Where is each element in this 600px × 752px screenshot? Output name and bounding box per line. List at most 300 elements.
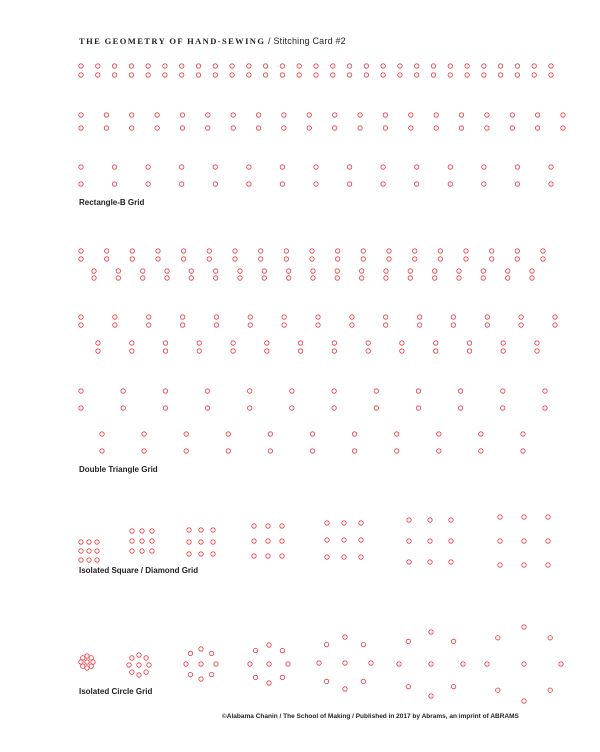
stitch-hole bbox=[130, 249, 134, 253]
isolated-circle-grid-label: Isolated Circle Grid bbox=[79, 687, 153, 696]
stitch-hole bbox=[501, 349, 505, 353]
stitch-hole bbox=[360, 269, 364, 273]
stitch-hole bbox=[247, 165, 251, 169]
stitch-hole bbox=[184, 449, 188, 453]
stitch-hole bbox=[485, 662, 489, 666]
stitch-hole bbox=[515, 64, 519, 68]
stitch-hole bbox=[79, 249, 83, 253]
stitch-hole bbox=[515, 73, 519, 77]
stitch-hole bbox=[325, 538, 329, 542]
stitch-hole bbox=[282, 323, 286, 327]
stitch-hole bbox=[284, 257, 288, 261]
stitch-hole bbox=[407, 560, 411, 564]
stitch-hole bbox=[451, 684, 455, 688]
stitch-hole bbox=[213, 182, 217, 186]
stitch-hole bbox=[79, 389, 83, 393]
stitch-hole bbox=[325, 555, 329, 559]
stitch-hole bbox=[501, 341, 505, 345]
stitch-hole bbox=[206, 113, 210, 117]
stitch-hole bbox=[522, 515, 526, 519]
stitch-hole bbox=[496, 636, 500, 640]
stitch-hole bbox=[116, 276, 120, 280]
stitch-hole bbox=[147, 323, 151, 327]
stitch-hole bbox=[156, 257, 160, 261]
stitch-hole bbox=[100, 449, 104, 453]
stitch-hole bbox=[498, 515, 502, 519]
stitch-hole bbox=[262, 269, 266, 273]
stitch-hole bbox=[141, 276, 145, 280]
stitch-hole bbox=[336, 249, 340, 253]
stitch-hole bbox=[187, 540, 191, 544]
stitch-hole bbox=[248, 389, 252, 393]
stitch-hole bbox=[541, 249, 545, 253]
stitch-hole bbox=[449, 518, 453, 522]
stitch-hole bbox=[448, 182, 452, 186]
stitch-hole bbox=[310, 449, 314, 453]
stitch-hole bbox=[79, 73, 83, 77]
stitch-hole bbox=[307, 126, 311, 130]
stitch-hole bbox=[184, 432, 188, 436]
stitch-hole bbox=[163, 389, 167, 393]
stitch-hole bbox=[267, 681, 271, 685]
stitch-hole bbox=[129, 64, 133, 68]
stitch-hole bbox=[130, 113, 134, 117]
stitch-hole bbox=[231, 341, 235, 345]
stitch-hole bbox=[359, 555, 363, 559]
stitch-hole bbox=[461, 662, 465, 666]
stitch-hole bbox=[184, 662, 188, 666]
stitch-hole bbox=[347, 182, 351, 186]
stitch-hole bbox=[449, 560, 453, 564]
page-title bbox=[79, 36, 346, 46]
stitch-hole bbox=[130, 349, 134, 353]
stitch-hole bbox=[409, 113, 413, 117]
stitch-hole bbox=[332, 406, 336, 410]
stitch-hole bbox=[130, 656, 134, 660]
stitch-hole bbox=[146, 73, 150, 77]
stitch-hole bbox=[437, 449, 441, 453]
stitch-hole bbox=[87, 558, 91, 562]
stitch-hole bbox=[535, 113, 539, 117]
stitch-hole bbox=[310, 257, 314, 261]
stitch-hole bbox=[459, 126, 463, 130]
stitch-hole bbox=[458, 389, 462, 393]
stitch-hole bbox=[247, 64, 251, 68]
stitch-hole bbox=[546, 515, 550, 519]
stitch-hole bbox=[150, 549, 154, 553]
stitch-hole bbox=[252, 524, 256, 528]
stitch-hole bbox=[199, 677, 203, 681]
stitch-hole bbox=[280, 73, 284, 77]
stitch-hole bbox=[180, 165, 184, 169]
stitch-hole bbox=[196, 73, 200, 77]
stitch-hole bbox=[87, 549, 91, 553]
stitch-hole bbox=[79, 540, 83, 544]
stitch-hole bbox=[165, 276, 169, 280]
stitch-hole bbox=[79, 315, 83, 319]
stitch-hole bbox=[92, 269, 96, 273]
stitch-hole bbox=[180, 315, 184, 319]
stitch-hole bbox=[121, 406, 125, 410]
stitch-hole bbox=[207, 249, 211, 253]
stitch-hole bbox=[437, 432, 441, 436]
stitch-hole bbox=[226, 432, 230, 436]
stitch-hole bbox=[359, 538, 363, 542]
stitch-hole bbox=[451, 323, 455, 327]
stitch-hole bbox=[415, 73, 419, 77]
stitch-hole bbox=[546, 539, 550, 543]
stitch-hole bbox=[310, 432, 314, 436]
stitch-hole bbox=[387, 249, 391, 253]
stitch-hole bbox=[457, 269, 461, 273]
stitch-hole bbox=[144, 670, 148, 674]
stitch-hole bbox=[130, 529, 134, 533]
stitch-hole bbox=[280, 182, 284, 186]
stitch-hole bbox=[116, 269, 120, 273]
stitch-hole bbox=[506, 269, 510, 273]
stitch-hole bbox=[332, 341, 336, 345]
stitch-hole bbox=[465, 64, 469, 68]
stitch-hole bbox=[387, 257, 391, 261]
stitch-hole bbox=[290, 406, 294, 410]
stitch-hole bbox=[87, 540, 91, 544]
stitch-hole bbox=[366, 341, 370, 345]
stitch-hole bbox=[332, 389, 336, 393]
stitch-hole bbox=[214, 276, 218, 280]
stitch-hole bbox=[79, 257, 83, 261]
stitch-hole bbox=[214, 315, 218, 319]
stitch-hole bbox=[384, 323, 388, 327]
stitch-hole bbox=[314, 64, 318, 68]
stitch-hole bbox=[481, 269, 485, 273]
double-triangle-grid-label: Double Triangle Grid bbox=[79, 465, 158, 474]
stitch-hole bbox=[253, 675, 257, 679]
stitch-hole bbox=[130, 341, 134, 345]
stitch-hole bbox=[352, 432, 356, 436]
stitch-hole bbox=[189, 276, 193, 280]
stitch-hole bbox=[280, 64, 284, 68]
stitch-hole bbox=[335, 276, 339, 280]
stitch-hole bbox=[146, 64, 150, 68]
stitch-hole bbox=[230, 64, 234, 68]
stitch-hole bbox=[530, 269, 534, 273]
stitch-hole bbox=[490, 249, 494, 253]
stitch-hole bbox=[434, 126, 438, 130]
stitch-hole bbox=[286, 662, 290, 666]
stitch-hole bbox=[95, 558, 99, 562]
stitch-hole bbox=[331, 64, 335, 68]
stitch-hole bbox=[347, 73, 351, 77]
stitch-hole bbox=[448, 64, 452, 68]
stitch-hole bbox=[137, 653, 141, 657]
stitch-hole bbox=[205, 389, 209, 393]
stitch-hole bbox=[364, 64, 368, 68]
stitch-hole bbox=[467, 341, 471, 345]
stitch-hole bbox=[352, 449, 356, 453]
stitch-hole bbox=[268, 449, 272, 453]
stitch-hole bbox=[267, 662, 271, 666]
stitch-hole bbox=[197, 341, 201, 345]
stitch-hole bbox=[79, 126, 83, 130]
stitch-hole bbox=[449, 539, 453, 543]
stitch-hole bbox=[85, 660, 89, 664]
stitch-hole bbox=[129, 73, 133, 77]
stitch-hole bbox=[180, 323, 184, 327]
stitch-hole bbox=[438, 257, 442, 261]
stitch-hole bbox=[163, 349, 167, 353]
series-title: THE GEOMETRY OF HAND-SEWING bbox=[79, 36, 266, 46]
stitch-hole bbox=[417, 315, 421, 319]
stitch-hole bbox=[79, 165, 83, 169]
stitch-hole bbox=[350, 323, 354, 327]
stitch-hole bbox=[187, 552, 191, 556]
stitch-hole bbox=[515, 182, 519, 186]
stitch-hole bbox=[333, 126, 337, 130]
stitch-hole bbox=[415, 165, 419, 169]
stitch-hole bbox=[79, 660, 83, 664]
stitch-hole bbox=[85, 666, 89, 670]
stitch-hole bbox=[546, 563, 550, 567]
stitch-hole bbox=[142, 449, 146, 453]
stitch-hole bbox=[485, 126, 489, 130]
stitch-hole bbox=[130, 126, 134, 130]
stitch-hole bbox=[521, 449, 525, 453]
stitch-hole bbox=[314, 165, 318, 169]
stitch-hole bbox=[374, 389, 378, 393]
stitch-hole bbox=[287, 269, 291, 273]
stitch-hole bbox=[180, 73, 184, 77]
stitch-hole bbox=[247, 73, 251, 77]
stitch-hole bbox=[465, 73, 469, 77]
stitch-hole bbox=[548, 636, 552, 640]
stitch-hole bbox=[211, 528, 215, 532]
stitch-hole bbox=[429, 694, 433, 698]
stitch-hole bbox=[147, 315, 151, 319]
stitch-hole bbox=[163, 64, 167, 68]
stitch-hole bbox=[96, 73, 100, 77]
stitch-hole bbox=[324, 679, 328, 683]
stitch-hole bbox=[137, 663, 141, 667]
stitch-hole bbox=[451, 315, 455, 319]
stitch-hole bbox=[501, 406, 505, 410]
stitch-hole bbox=[407, 539, 411, 543]
stitch-hole bbox=[381, 182, 385, 186]
stitch-hole bbox=[479, 449, 483, 453]
stitch-hole bbox=[282, 113, 286, 117]
stitch-hole bbox=[259, 249, 263, 253]
stitch-hole bbox=[252, 554, 256, 558]
stitch-hole bbox=[428, 539, 432, 543]
stitch-hole bbox=[287, 276, 291, 280]
stitch-hole bbox=[280, 648, 284, 652]
stitch-hole bbox=[211, 540, 215, 544]
stitch-hole bbox=[541, 257, 545, 261]
stitch-hole bbox=[384, 276, 388, 280]
stitch-hole bbox=[553, 315, 557, 319]
stitch-hole bbox=[559, 662, 563, 666]
stitch-hole bbox=[398, 73, 402, 77]
stitch-hole bbox=[364, 73, 368, 77]
stitch-hole bbox=[498, 563, 502, 567]
stitch-hole bbox=[519, 315, 523, 319]
stitch-hole bbox=[89, 656, 93, 660]
stitch-hole bbox=[498, 539, 502, 543]
stitch-hole bbox=[280, 165, 284, 169]
stitch-hole bbox=[233, 257, 237, 261]
stitch-hole bbox=[213, 73, 217, 77]
stitch-hole bbox=[104, 126, 108, 130]
stitch-hole bbox=[413, 249, 417, 253]
stitch-hole bbox=[415, 182, 419, 186]
stitch-hole bbox=[433, 276, 437, 280]
stitch-hole bbox=[79, 182, 83, 186]
stitch-hole bbox=[416, 406, 420, 410]
stitch-hole bbox=[482, 73, 486, 77]
stitch-hole bbox=[79, 113, 83, 117]
stitch-hole bbox=[266, 539, 270, 543]
stitch-hole bbox=[112, 73, 116, 77]
stitch-hole bbox=[180, 64, 184, 68]
stitch-hole bbox=[429, 630, 433, 634]
stitch-hole bbox=[150, 539, 154, 543]
stitch-hole bbox=[105, 257, 109, 261]
stitch-hole bbox=[252, 539, 256, 543]
stitch-hole bbox=[165, 269, 169, 273]
stitch-hole bbox=[146, 165, 150, 169]
stitch-hole bbox=[479, 432, 483, 436]
stitch-hole bbox=[282, 126, 286, 130]
stitch-hole bbox=[231, 113, 235, 117]
stitch-hole bbox=[263, 73, 267, 77]
stitch-hole bbox=[280, 675, 284, 679]
stitch-hole bbox=[331, 73, 335, 77]
stitch-hole bbox=[81, 664, 85, 668]
stitch-hole bbox=[381, 165, 385, 169]
stitch-hole bbox=[263, 64, 267, 68]
stitch-hole bbox=[413, 257, 417, 261]
stitch-hole bbox=[448, 73, 452, 77]
stitch-hole bbox=[211, 552, 215, 556]
stitch-hole bbox=[549, 182, 553, 186]
stitch-hole bbox=[290, 389, 294, 393]
stitch-hole bbox=[549, 73, 553, 77]
stitch-hole bbox=[259, 257, 263, 261]
stitch-hole bbox=[535, 341, 539, 345]
stitch-hole bbox=[92, 276, 96, 280]
stitch-hole bbox=[262, 276, 266, 280]
stitch-hole bbox=[96, 341, 100, 345]
stitch-hole bbox=[457, 276, 461, 280]
stitch-hole bbox=[522, 699, 526, 703]
stitch-hole bbox=[381, 73, 385, 77]
isolated-square-diamond-grid-label: Isolated Square / Diamond Grid bbox=[79, 566, 199, 575]
stitch-hole bbox=[553, 323, 557, 327]
stitch-hole bbox=[561, 126, 565, 130]
stitch-hole bbox=[335, 269, 339, 273]
stitch-hole bbox=[519, 323, 523, 327]
stitch-hole bbox=[347, 64, 351, 68]
stitch-hole bbox=[434, 341, 438, 345]
stitch-hole bbox=[96, 64, 100, 68]
stitch-hole bbox=[113, 315, 117, 319]
stitch-hole bbox=[180, 113, 184, 117]
stitch-hole bbox=[199, 528, 203, 532]
stitch-hole bbox=[209, 651, 213, 655]
stitch-hole bbox=[316, 315, 320, 319]
stitch-hole bbox=[459, 113, 463, 117]
stitch-hole bbox=[267, 643, 271, 647]
stitch-hole bbox=[256, 126, 260, 130]
stitch-hole bbox=[155, 126, 159, 130]
stitch-hole bbox=[95, 540, 99, 544]
stitch-hole bbox=[431, 73, 435, 77]
stitch-hole bbox=[248, 406, 252, 410]
stitch-hole bbox=[482, 182, 486, 186]
stitch-hole bbox=[310, 249, 314, 253]
stitch-hole bbox=[79, 323, 83, 327]
stitch-hole bbox=[137, 673, 141, 677]
stitch-hole bbox=[146, 182, 150, 186]
stitch-hole bbox=[485, 315, 489, 319]
stitch-hole bbox=[209, 672, 213, 676]
stitch-hole bbox=[307, 113, 311, 117]
stitch-hole bbox=[282, 315, 286, 319]
stitch-hole bbox=[206, 126, 210, 130]
stitch-hole bbox=[280, 554, 284, 558]
stitch-hole bbox=[197, 349, 201, 353]
stitch-hole bbox=[359, 521, 363, 525]
stitch-hole bbox=[112, 64, 116, 68]
stitch-hole bbox=[350, 315, 354, 319]
stitch-hole bbox=[325, 521, 329, 525]
stitch-hole bbox=[535, 349, 539, 353]
stitch-hole bbox=[140, 539, 144, 543]
stitch-hole bbox=[265, 341, 269, 345]
stitch-hole bbox=[314, 73, 318, 77]
stitch-hole bbox=[100, 432, 104, 436]
stitch-hole bbox=[231, 349, 235, 353]
stitch-hole bbox=[415, 64, 419, 68]
stitch-hole bbox=[397, 662, 401, 666]
stitch-hole bbox=[141, 269, 145, 273]
stitch-hole bbox=[297, 64, 301, 68]
stitch-hole bbox=[256, 113, 260, 117]
stitch-hole bbox=[360, 276, 364, 280]
stitch-hole bbox=[361, 642, 365, 646]
stitch-hole bbox=[358, 126, 362, 130]
stitch-hole bbox=[248, 323, 252, 327]
stitch-hole bbox=[416, 389, 420, 393]
stitch-hole bbox=[429, 662, 433, 666]
stitch-hole bbox=[163, 406, 167, 410]
stitch-hole bbox=[155, 113, 159, 117]
stitch-hole bbox=[490, 257, 494, 261]
stitch-hole bbox=[438, 249, 442, 253]
stitch-hole bbox=[481, 276, 485, 280]
stitch-hole bbox=[522, 539, 526, 543]
stitch-hole bbox=[105, 249, 109, 253]
stitch-hole bbox=[144, 656, 148, 660]
stitch-hole bbox=[549, 64, 553, 68]
stitch-hole bbox=[311, 276, 315, 280]
stitch-hole bbox=[130, 539, 134, 543]
stitch-hole bbox=[280, 539, 284, 543]
stitch-hole bbox=[464, 249, 468, 253]
card-title: / Stitching Card #2 bbox=[268, 36, 346, 46]
stitch-hole bbox=[498, 73, 502, 77]
stitch-hole bbox=[180, 182, 184, 186]
stitch-hole bbox=[196, 64, 200, 68]
